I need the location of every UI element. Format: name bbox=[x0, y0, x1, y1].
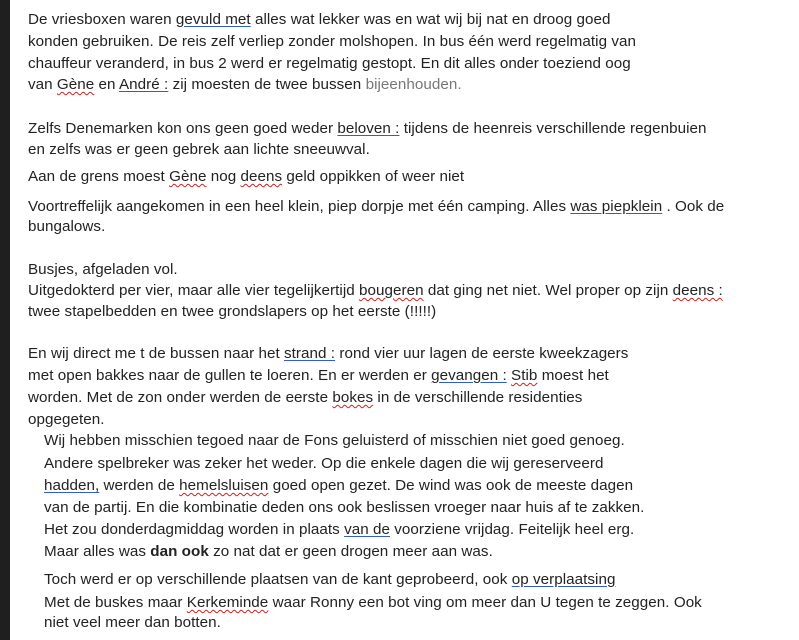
grammar-flag: beloven : bbox=[337, 120, 400, 137]
text-run: konden gebruiken. De reis zelf verliep zonder molshopen. In bus één werd regelmatig van bbox=[28, 33, 636, 50]
text-run: waar Ronny een bot ving om meer dan U tegen te zeggen. Ook bbox=[268, 594, 702, 611]
text-line bbox=[28, 302, 436, 322]
text-run: alles wat lekker was en wat wij bij nat en droog goed bbox=[250, 11, 611, 28]
text-run: met open bakkes naar de gullen te loeren. En er werden er bbox=[28, 367, 432, 384]
text-run: en bbox=[94, 76, 119, 93]
text-run: Maar alles was bbox=[44, 543, 151, 560]
text-run: voorziene vrijdag. Feitelijk heel erg. bbox=[390, 521, 635, 538]
spelling-flag: hemelsluisen bbox=[179, 477, 269, 494]
text-run: van de partij. En die kombinatie deden ons ook beslissen vroeger naar huis af te zakken. bbox=[44, 499, 645, 516]
text-run: zij moesten de twee bussen bbox=[168, 76, 366, 93]
grammar-flag: hadden, bbox=[44, 477, 100, 494]
text-line bbox=[28, 388, 582, 408]
text-line bbox=[28, 197, 724, 217]
spelling-flag: deens : bbox=[672, 282, 723, 299]
text-run: Toch werd er op verschillende plaatsen van de kant geprobeerd, ook bbox=[44, 571, 512, 588]
text-line bbox=[28, 410, 105, 430]
text-run: tijdens de heenreis verschillende regenbuien bbox=[399, 120, 707, 137]
text-line bbox=[28, 344, 628, 364]
spelling-flag: Stib bbox=[511, 367, 538, 384]
text-line bbox=[28, 32, 636, 52]
text-line bbox=[44, 498, 644, 518]
text-run: in de verschillende residenties bbox=[373, 389, 583, 406]
text-run: De vriesboxen waren bbox=[28, 11, 176, 28]
text-run: nog bbox=[206, 168, 241, 185]
spelling-flag: bougeren bbox=[359, 282, 424, 299]
text-run: Uitgedokterd per vier, maar alle vier tegelijkertijd bbox=[28, 282, 360, 299]
text-run: Met de buskes maar bbox=[44, 594, 187, 611]
document-page[interactable] bbox=[10, 0, 799, 640]
text-run: bungalows. bbox=[28, 218, 106, 235]
text-run: Zelfs Denemarken kon ons geen goed weder bbox=[28, 120, 338, 137]
text-line bbox=[28, 75, 462, 95]
grammar-flag: gevuld met bbox=[175, 11, 251, 28]
text-line bbox=[44, 454, 603, 474]
text-line bbox=[44, 520, 634, 540]
window-edge bbox=[0, 0, 10, 640]
text-run: moest het bbox=[537, 367, 609, 384]
spelling-flag: Gène bbox=[169, 168, 207, 185]
text-line bbox=[28, 119, 707, 139]
text-run: En wij direct me t de bussen naar het bbox=[28, 345, 285, 362]
text-line bbox=[28, 281, 723, 301]
spelling-flag: deens bbox=[240, 168, 283, 185]
grammar-flag: van de bbox=[344, 521, 390, 538]
text-run: van bbox=[28, 76, 57, 93]
text-line bbox=[28, 366, 609, 386]
text-run: . Ook de bbox=[662, 198, 725, 215]
text-run: en zelfs was er geen gebrek aan lichte sneeuwval. bbox=[28, 141, 370, 158]
text-line bbox=[28, 217, 105, 237]
spelling-flag: bokes bbox=[332, 389, 374, 406]
grammar-flag: strand : bbox=[284, 345, 336, 362]
text-run: Aan de grens moest bbox=[28, 168, 170, 185]
text-line bbox=[44, 431, 625, 451]
text-run: chauffeur veranderd, in bus 2 werd er regelmatig gestopt. En dit alles onder toeziend oog bbox=[28, 55, 631, 72]
text-run: werden de bbox=[99, 477, 180, 494]
text-run: niet veel meer dan botten. bbox=[44, 614, 221, 631]
text-run: bijeenhouden. bbox=[365, 76, 462, 93]
text-run: Voortreffelijk aangekomen in een heel klein, piep dorpje met één camping. Alles bbox=[28, 198, 571, 215]
spelling-flag: Gène bbox=[56, 76, 95, 93]
text-run: dat ging net niet. Wel proper op zijn bbox=[423, 282, 673, 299]
text-line bbox=[44, 476, 633, 496]
grammar-flag: op verplaatsing bbox=[511, 571, 616, 588]
text-run: worden. Met de zon onder werden de eerste bbox=[28, 389, 333, 406]
text-line bbox=[44, 593, 702, 613]
text-run: Busjes, afgeladen vol. bbox=[28, 261, 178, 278]
text-run: Wij hebben misschien tegoed naar de Fons geluisterd of misschien niet goed genoeg. bbox=[44, 432, 625, 449]
text-run: opgegeten. bbox=[28, 411, 105, 428]
text-line bbox=[28, 260, 178, 280]
text-run: geld oppikken of weer niet bbox=[282, 168, 465, 185]
text-line bbox=[28, 140, 370, 160]
text-run: dan ook bbox=[150, 543, 209, 560]
text-line bbox=[28, 54, 631, 74]
text-line bbox=[44, 613, 221, 633]
grammar-flag: André : bbox=[118, 76, 169, 93]
grammar-flag: gevangen : bbox=[431, 367, 507, 384]
text-line bbox=[44, 570, 615, 590]
text-run: goed open gezet. De wind was ook de meeste dagen bbox=[268, 477, 634, 494]
spelling-flag: Kerkeminde bbox=[186, 594, 269, 611]
text-line bbox=[28, 167, 464, 187]
text-run: twee stapelbedden en twee grondslapers op het eerste (!!!!!) bbox=[28, 303, 437, 320]
text-line bbox=[28, 10, 611, 30]
text-line bbox=[44, 542, 493, 562]
text-run: rond vier uur lagen de eerste kweekzagers bbox=[335, 345, 629, 362]
text-run: Andere spelbreker was zeker het weder. Op die enkele dagen die wij gereserveerd bbox=[44, 455, 604, 472]
text-run: zo nat dat er geen drogen meer aan was. bbox=[208, 543, 493, 560]
text-run: Het zou donderdagmiddag worden in plaats bbox=[44, 521, 345, 538]
grammar-flag: was piepklein bbox=[570, 198, 663, 215]
